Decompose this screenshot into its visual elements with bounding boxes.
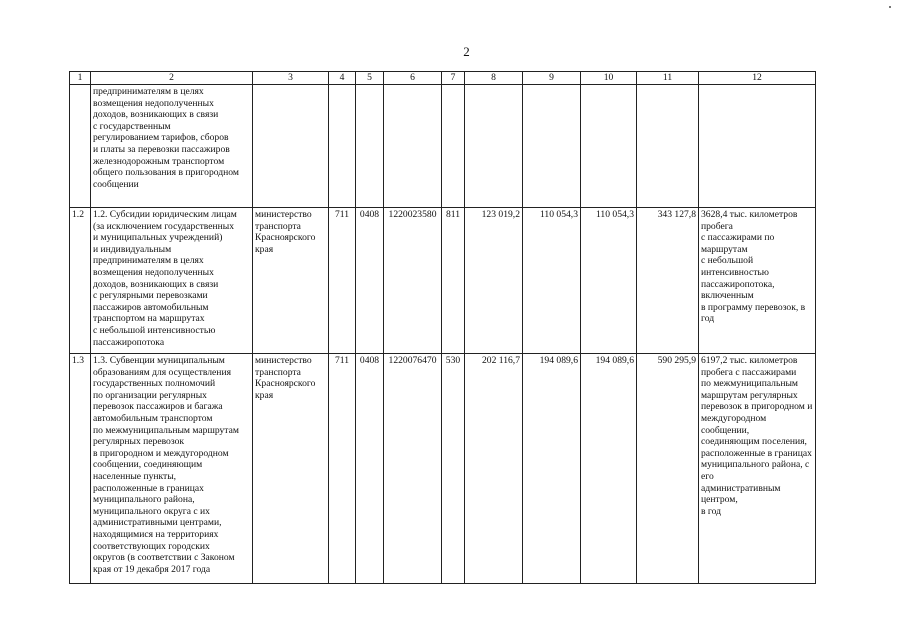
column-header: 10	[581, 72, 637, 85]
column-header: 11	[637, 72, 699, 85]
amount-cell: 110 054,3	[523, 208, 581, 354]
target-article-cell: 1220076470	[384, 354, 442, 584]
column-header: 2	[91, 72, 253, 85]
expected-result-cell	[699, 85, 816, 208]
program-description-cell: 1.3. Субвенции муниципальным образованиям для осуществления государственных полномочий по организации регулярных перевозок пассажиров и багажа автомобильным транспортом по межмуниципальным маршрутам регулярных перевозок в пригородном и междугородном сообщении, соединяющим населенные пункты, расположенные в границах муниципального района, муниципального округа с их административными центрами, находящимися на территориях соответствующих городских округов (в соответствии с Законом края от 19 декабря 2017 года	[91, 354, 253, 584]
column-number-row	[70, 72, 816, 85]
table-row	[70, 85, 816, 208]
amount-cell: 202 116,7	[465, 354, 523, 584]
column-header: 5	[356, 72, 384, 85]
section-cell: 0408	[356, 208, 384, 354]
amount-cell	[581, 85, 637, 208]
amount-cell: 123 019,2	[465, 208, 523, 354]
administrator-cell	[253, 85, 329, 208]
column-header: 12	[699, 72, 816, 85]
expense-type-cell	[442, 85, 465, 208]
amount-cell: 194 089,6	[581, 354, 637, 584]
column-header: 8	[465, 72, 523, 85]
section-cell	[356, 85, 384, 208]
code-cell: 711	[329, 354, 356, 584]
program-description-cell: 1.2. Субсидии юридическим лицам (за исключением государственных и муниципальных учреждений) и индивидуальным предпринимателям в целях возмещения недополученных доходов, возникающих в связи с регулярными перевозками пассажиров автомобильным транспортом на маршрутах с небольшой интенсивностью пассажиропотока	[91, 208, 253, 354]
page-number: 2	[463, 44, 470, 59]
program-description-cell: предпринимателям в целях возмещения недополученных доходов, возникающих в связи с государственным регулированием тарифов, сборов и платы за перевозки пассажиров железнодорожным транспортом общего пользования в пригородном сообщении	[91, 85, 253, 208]
scan-speck	[889, 6, 891, 8]
column-header: 6	[384, 72, 442, 85]
administrator-cell: министерство транспорта Красноярского края	[253, 208, 329, 354]
table-row	[70, 354, 816, 584]
target-article-cell	[384, 85, 442, 208]
column-header: 1	[70, 72, 91, 85]
column-header: 7	[442, 72, 465, 85]
row-number-cell: 1.3	[70, 354, 91, 584]
total-amount-cell	[637, 85, 699, 208]
row-number-cell	[70, 85, 91, 208]
column-header: 3	[253, 72, 329, 85]
code-cell	[329, 85, 356, 208]
total-amount-cell: 590 295,9	[637, 354, 699, 584]
column-header: 4	[329, 72, 356, 85]
expected-result-cell: 6197,2 тыс. километров пробега с пассажирами по межмуниципальным маршрутам регулярных перевозок в пригородном и междугородном сообщении, соединяющим поселения, расположенные в границах муниципального района, с его административным центром, в год	[699, 354, 816, 584]
amount-cell	[523, 85, 581, 208]
total-amount-cell: 343 127,8	[637, 208, 699, 354]
budget-table	[69, 71, 816, 584]
amount-cell	[465, 85, 523, 208]
administrator-cell: министерство транспорта Красноярского края	[253, 354, 329, 584]
expense-type-cell: 530	[442, 354, 465, 584]
column-header: 9	[523, 72, 581, 85]
table-row	[70, 208, 816, 354]
code-cell: 711	[329, 208, 356, 354]
target-article-cell: 1220023580	[384, 208, 442, 354]
amount-cell: 110 054,3	[581, 208, 637, 354]
section-cell: 0408	[356, 354, 384, 584]
expense-type-cell: 811	[442, 208, 465, 354]
expected-result-cell: 3628,4 тыс. километров пробега с пассажирами по маршрутам с небольшой интенсивностью пассажиропотока, включенным в программу перевозок, в год	[699, 208, 816, 354]
amount-cell: 194 089,6	[523, 354, 581, 584]
row-number-cell: 1.2	[70, 208, 91, 354]
